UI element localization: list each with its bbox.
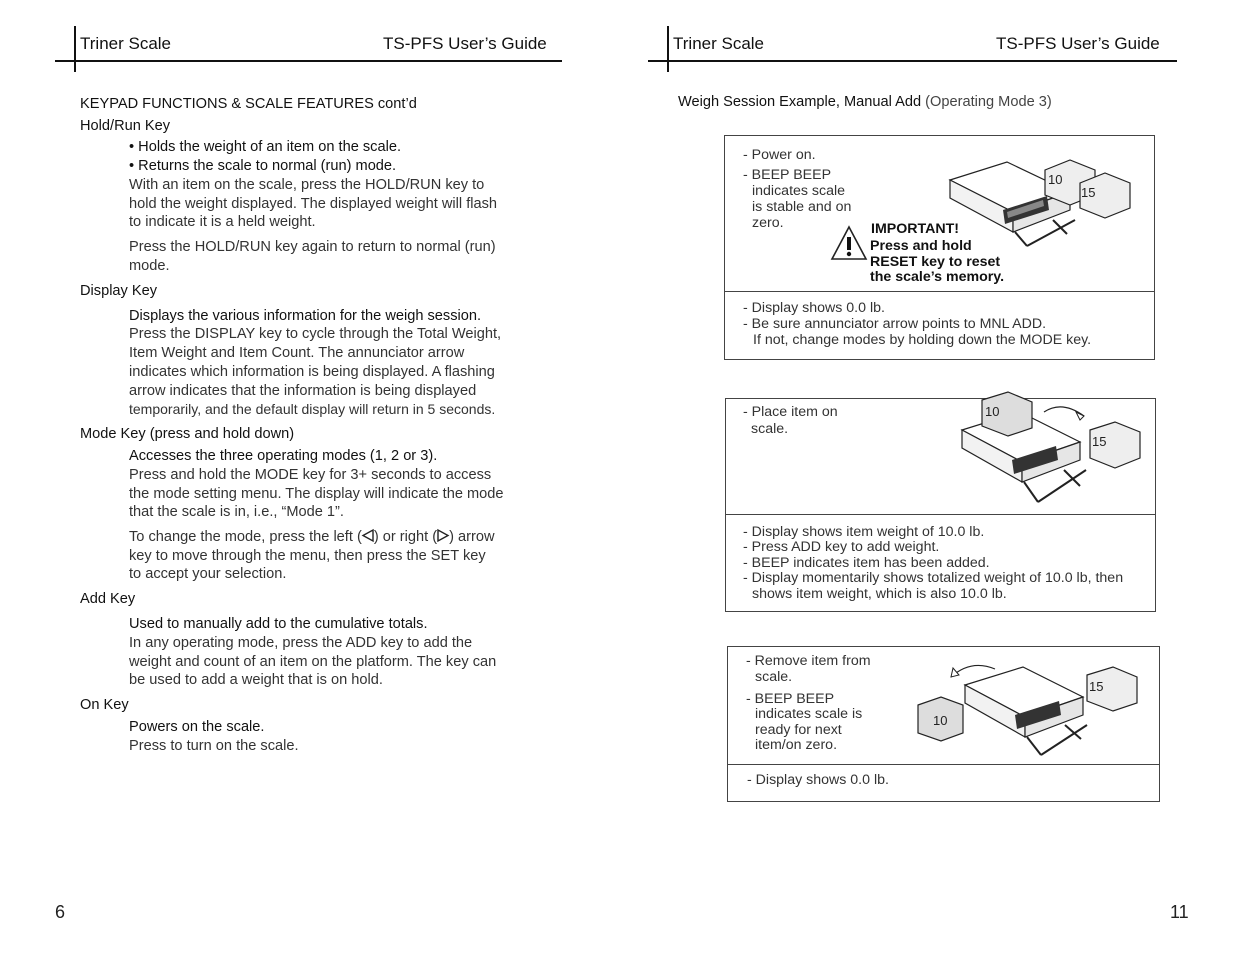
step-result-text: - Display shows 0.0 lb. xyxy=(747,772,889,788)
step-text: - Power on. xyxy=(743,147,816,163)
mode-key-title: Mode Key (press and hold down) xyxy=(80,426,295,442)
header-horizontal-rule xyxy=(648,60,1177,62)
on-key-summary: Powers on the scale. xyxy=(129,719,265,735)
scale-illustration xyxy=(945,150,1140,250)
important-text: RESET key to reset xyxy=(870,254,1001,270)
step-result-text: - Display momentarily shows totalized weight of 10.0 lb, then xyxy=(743,570,1124,586)
example-heading xyxy=(678,94,1052,110)
header-title-right: TS-PFS User’s Guide xyxy=(996,34,1160,53)
display-key-text: Item Weight and Item Count. The annunciator arrow xyxy=(129,345,465,361)
step-result-text: shows item weight, which is also 10.0 lb. xyxy=(752,586,1007,602)
weight-label-10: 10 xyxy=(933,713,948,728)
header-horizontal-rule xyxy=(55,60,562,62)
mode-key-text: To change the mode, press the left ( xyxy=(129,529,362,545)
mode-key-arrow-line xyxy=(129,528,494,547)
display-key-text: temporarily, and the default display will return in 5 seconds. xyxy=(129,401,496,417)
hold-run-text: mode. xyxy=(129,258,170,274)
mode-key-text: the mode setting menu. The display will indicate the mode xyxy=(129,486,504,502)
mode-key-text: to accept your selection. xyxy=(129,566,287,582)
weight-label-15: 15 xyxy=(1089,679,1104,694)
display-key-title: Display Key xyxy=(80,283,158,299)
step-text: indicates scale is xyxy=(755,706,863,722)
header-vertical-rule xyxy=(74,26,76,72)
step-result-text: - BEEP indicates item has been added. xyxy=(743,555,990,571)
header-vertical-rule xyxy=(667,26,669,72)
mode-key-summary: Accesses the three operating modes (1, 2 or 3). xyxy=(129,448,438,464)
step-text: indicates scale xyxy=(752,183,846,199)
step-text: item/on zero. xyxy=(755,737,838,753)
important-text: Press and hold xyxy=(870,238,972,254)
hold-run-title: Hold/Run Key xyxy=(80,118,171,134)
add-key-title: Add Key xyxy=(80,591,136,607)
header-title-left: Triner Scale xyxy=(673,34,765,53)
step-text: ready for next xyxy=(755,722,842,738)
example-mode: (Operating Mode 3) xyxy=(925,94,1052,110)
mode-key-text: ) or right ( xyxy=(373,529,438,545)
hold-run-text: to indicate it is a held weight. xyxy=(129,214,316,230)
on-key-text: Press to turn on the scale. xyxy=(129,738,299,754)
step-text: - BEEP BEEP xyxy=(746,691,835,707)
mode-key-text: that the scale is in, i.e., “Mode 1”. xyxy=(129,504,344,520)
step-text: - Remove item from xyxy=(746,653,871,669)
step-result-text: - Be sure annunciator arrow points to MNL ADD. xyxy=(743,316,1047,332)
important-text: the scale’s memory. xyxy=(870,269,1005,285)
add-key-summary: Used to manually add to the cumulative totals. xyxy=(129,616,428,632)
display-key-text: Press the DISPLAY key to cycle through the Total Weight, xyxy=(129,326,502,342)
hold-run-bullet-2: • Returns the scale to normal (run) mode. xyxy=(129,158,397,174)
mode-key-text: key to move through the menu, then press the SET key xyxy=(129,548,486,564)
box-divider xyxy=(725,291,1154,292)
right-arrow-icon xyxy=(437,529,449,542)
weight-label-15: 15 xyxy=(1081,185,1096,200)
warning-triangle-icon xyxy=(830,225,868,261)
add-key-text: weight and count of an item on the platform. The key can xyxy=(129,654,497,670)
weight-label-10: 10 xyxy=(985,404,1000,419)
step-text: scale. xyxy=(751,421,789,437)
left-arrow-icon xyxy=(362,529,374,542)
important-text: IMPORTANT! xyxy=(871,221,959,237)
hold-run-bullet-1: • Holds the weight of an item on the scale. xyxy=(129,139,402,155)
mode-key-text: ) arrow xyxy=(449,529,495,545)
hold-run-text: Press the HOLD/RUN key again to return to normal (run) xyxy=(129,239,496,255)
box-divider xyxy=(728,764,1159,765)
add-key-text: In any operating mode, press the ADD key to add the xyxy=(129,635,473,651)
scale-illustration xyxy=(960,390,1145,510)
display-key-summary: Displays the various information for the weigh session. xyxy=(129,308,482,324)
header-title-left: Triner Scale xyxy=(80,34,172,53)
display-key-text: indicates which information is being displayed. A flashing xyxy=(129,364,495,380)
step-result-text: - Display shows item weight of 10.0 lb. xyxy=(743,524,985,540)
hold-run-text: With an item on the scale, press the HOLD/RUN key to xyxy=(129,177,485,193)
page-number-left: 6 xyxy=(55,902,66,922)
add-key-text: be used to add a weight that is on hold. xyxy=(129,672,383,688)
step-text: - BEEP BEEP xyxy=(743,167,832,183)
weight-label-10: 10 xyxy=(1048,172,1063,187)
header-title-right: TS-PFS User’s Guide xyxy=(383,34,547,53)
box-divider xyxy=(726,514,1155,515)
step-text: - Place item on xyxy=(743,404,838,420)
step-result-text: If not, change modes by holding down the MODE key. xyxy=(753,332,1092,348)
section-title: KEYPAD FUNCTIONS & SCALE FEATURES cont’d xyxy=(80,96,417,112)
example-title: Weigh Session Example, Manual Add xyxy=(678,94,922,110)
on-key-title: On Key xyxy=(80,697,129,713)
scale-illustration xyxy=(915,655,1145,760)
display-key-text: arrow indicates that the information is being displayed xyxy=(129,383,477,399)
step-result-text: - Press ADD key to add weight. xyxy=(743,539,940,555)
step-text: scale. xyxy=(755,669,793,685)
step-text: zero. xyxy=(752,215,784,231)
weight-label-15: 15 xyxy=(1092,434,1107,449)
step-text: is stable and on xyxy=(752,199,852,215)
step-result-text: - Display shows 0.0 lb. xyxy=(743,300,885,316)
hold-run-text: hold the weight displayed. The displayed weight will flash xyxy=(129,196,498,212)
page-number-right: 11 xyxy=(1170,902,1189,922)
mode-key-text: Press and hold the MODE key for 3+ seconds to access xyxy=(129,467,492,483)
